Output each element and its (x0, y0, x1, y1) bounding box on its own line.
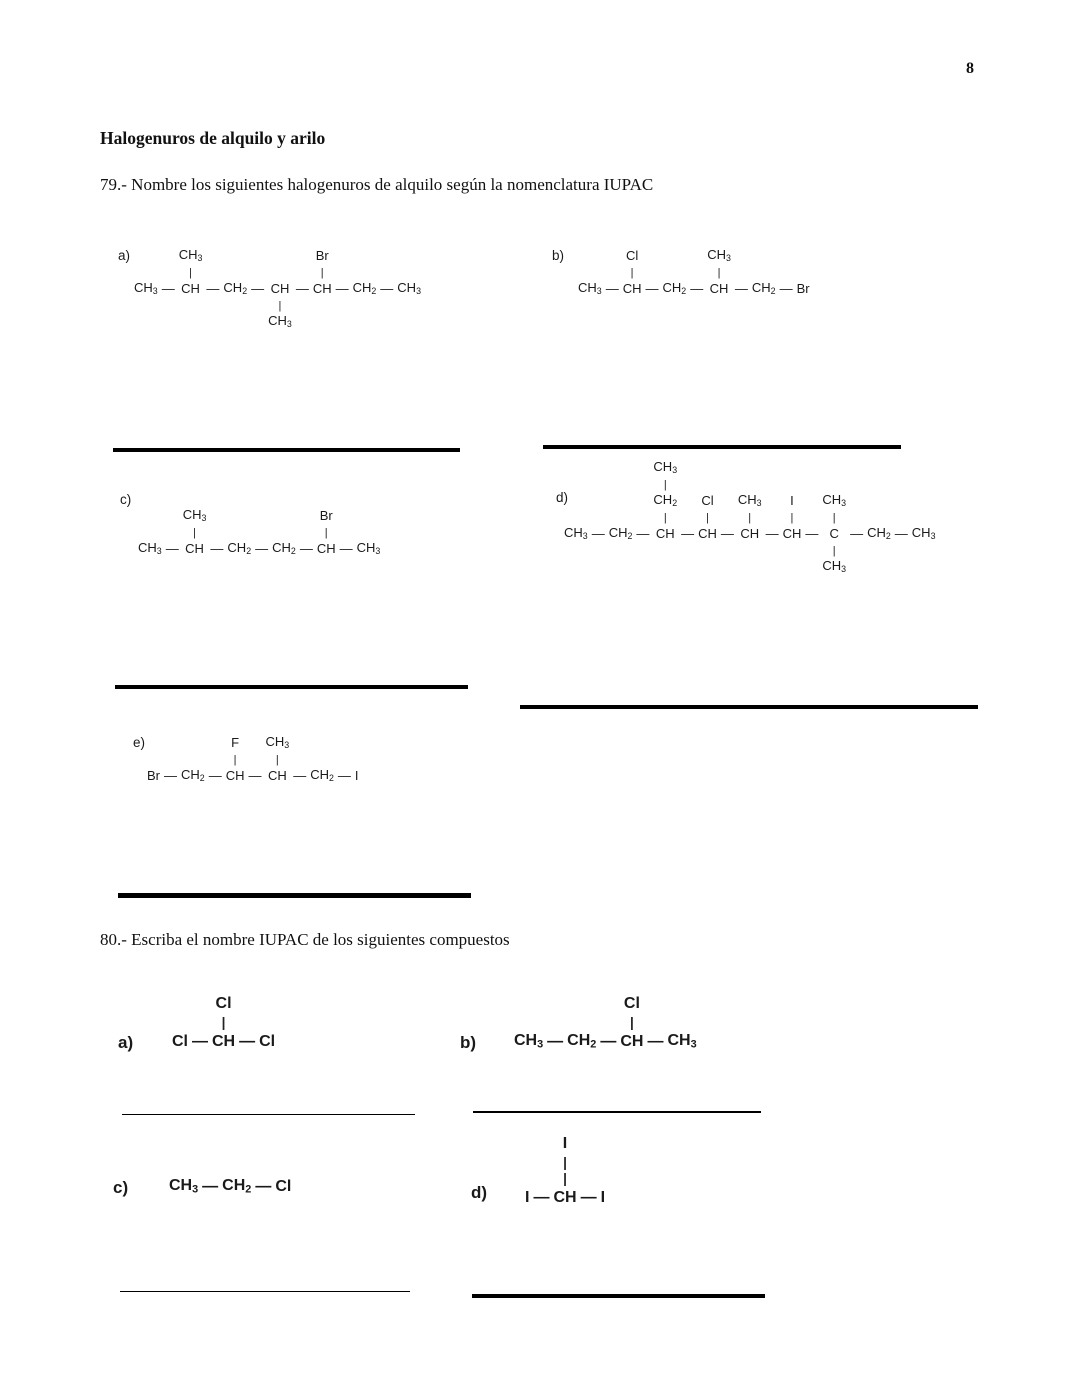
horizontal-bond: — (850, 526, 864, 542)
horizontal-bond: — (600, 1033, 617, 1050)
vertical-bond: | (630, 267, 634, 279)
answer-line-79e (118, 893, 471, 898)
structure-79c (120, 490, 382, 558)
chain-atom: CH (181, 281, 200, 297)
chain-atom: Cl (275, 1178, 292, 1195)
chain-atom: $CH_2$ (352, 280, 377, 297)
horizontal-bond: — (533, 1189, 550, 1206)
chain-atom: $CH_2$ (867, 525, 891, 542)
structure-label: c) (113, 1178, 129, 1197)
answer-line-80b (473, 1111, 761, 1113)
vertical-bond: | (832, 545, 836, 558)
vertical-bond: | (832, 512, 836, 525)
horizontal-bond: — (580, 1189, 597, 1206)
structure-diagram (167, 1176, 293, 1198)
structure-label: d) (556, 490, 569, 505)
horizontal-bond: — (164, 768, 177, 784)
chain-atom: I (354, 768, 359, 784)
chain-atom: CH (267, 768, 287, 784)
structure-79b (552, 246, 812, 298)
chain-atom: $CH_2$ (567, 1032, 597, 1051)
horizontal-bond: — (645, 281, 659, 297)
vertical-bond: | (663, 512, 667, 525)
horizontal-bond: — (295, 281, 309, 297)
structure-diagram: $CH_3$ Br | | $CH_3$ — CH — $CH_2$ — CH — CH — $CH_2$ — $CH_3$ | $CH_3$ (134, 246, 421, 330)
horizontal-bond: — (805, 526, 819, 542)
vertical-bond: | (278, 300, 282, 313)
horizontal-bond: — (239, 1033, 256, 1050)
answer-line-80c (120, 1291, 410, 1292)
vertical-bond: | (563, 1155, 567, 1170)
horizontal-bond: — (208, 768, 222, 784)
chain-atom: $CH_2$ (608, 525, 633, 542)
chain-atom: CH (312, 281, 332, 297)
chain-atom: $CH_2$ (272, 540, 296, 557)
structure-label: d) (471, 1183, 488, 1202)
chain-atom: CH (316, 541, 336, 557)
horizontal-bond: — (251, 281, 265, 297)
chain-atom: CH (553, 1189, 577, 1206)
structure-label: e) (133, 735, 146, 750)
vertical-bond: | (563, 1171, 567, 1186)
structure-80b (460, 993, 699, 1053)
chain-atom: I (525, 1189, 530, 1206)
answer-line-80a (122, 1114, 415, 1115)
structure-label: b) (460, 1033, 477, 1052)
horizontal-bond: — (337, 768, 351, 784)
vertical-bond: | (221, 1015, 226, 1030)
vertical-bond: | (275, 754, 279, 766)
horizontal-bond: — (202, 1178, 219, 1195)
structure-diagram: $CH_3$ | $CH_2$ Cl $CH_3$ I $CH_3$ | | | | | $CH_3$ — $CH_2$ — CH — CH — CH — CH — C — $CH_2$ — $CH_3$ | $CH_3$ (564, 458, 936, 575)
chain-atom: CH (655, 526, 675, 542)
horizontal-bond: — (339, 541, 353, 557)
chain-atom: $CH_2$ (223, 280, 248, 297)
horizontal-bond: — (591, 526, 605, 542)
vertical-bond: | (193, 527, 196, 539)
horizontal-bond: — (636, 526, 650, 542)
horizontal-bond: — (547, 1033, 564, 1050)
vertical-bond: | (706, 512, 709, 525)
chain-atom: $CH_2$ (181, 767, 205, 784)
chain-atom: $CH_2$ (662, 280, 687, 297)
chain-atom: $CH_2$ (222, 1177, 252, 1196)
chain-atom: $CH_3$ (564, 525, 588, 542)
structure-label: a) (118, 1033, 134, 1052)
structure-80a (118, 993, 277, 1053)
chain-atom: CH (698, 526, 717, 542)
vertical-bond: | (320, 267, 324, 279)
horizontal-bond: — (293, 768, 307, 784)
horizontal-bond: — (765, 526, 779, 542)
chain-atom: CH (185, 541, 204, 557)
horizontal-bond: — (255, 1178, 272, 1195)
chain-atom: CH (620, 1033, 644, 1050)
vertical-bond: | (189, 267, 192, 279)
horizontal-bond: — (299, 541, 313, 557)
structure-80d (471, 1133, 607, 1209)
structure-diagram: $CH_3$ Br | | $CH_3$ — CH — $CH_2$ — $CH_2$ — CH — $CH_3$ (138, 506, 381, 557)
page-number: 8 (966, 60, 974, 77)
question-79-prompt: 79.- Nombre los siguientes halogenuros de alquilo según la nomenclatura IUPAC (100, 175, 654, 194)
horizontal-bond: — (720, 526, 734, 542)
chain-atom: CH (740, 526, 760, 542)
answer-line-79c (115, 685, 468, 689)
structure-diagram: Cl | $CH_3$ — $CH_2$ — CH — $CH_3$ (514, 995, 697, 1051)
vertical-bond: | (663, 479, 667, 491)
horizontal-bond: — (681, 526, 695, 542)
structure-80c (113, 1176, 293, 1198)
horizontal-bond: — (779, 281, 793, 297)
answer-line-79b (543, 445, 901, 449)
chain-atom: Br (147, 768, 160, 784)
structure-label: c) (120, 492, 132, 507)
horizontal-bond: — (206, 281, 220, 297)
section-heading: Halogenuros de alquilo y arilo (100, 128, 326, 148)
chain-atom: $CH_3$ (169, 1177, 199, 1196)
vertical-bond: | (629, 1015, 634, 1030)
structure-label: a) (118, 248, 131, 263)
horizontal-bond: — (734, 281, 748, 297)
chain-atom: Br (796, 281, 810, 297)
chain-atom: Cl (172, 1033, 188, 1050)
structure-diagram: Cl $CH_3$ | | $CH_3$ — CH — $CH_2$ — CH — $CH_2$ — Br (578, 246, 810, 297)
structure-diagram: Cl | Cl — CH — Cl (172, 995, 276, 1050)
horizontal-bond: — (255, 541, 269, 557)
structure-79a (118, 246, 423, 331)
horizontal-bond: — (161, 281, 175, 297)
horizontal-bond: — (192, 1033, 208, 1050)
chain-atom: $CH_3$ (578, 280, 602, 297)
horizontal-bond: — (248, 768, 262, 784)
structure-diagram: F $CH_3$ | | Br — $CH_2$ — CH — CH — $CH_2$ — I (147, 733, 359, 784)
chain-atom: C (829, 526, 839, 542)
chain-atom: CH (212, 1033, 236, 1050)
horizontal-bond: — (894, 526, 908, 542)
horizontal-bond: — (380, 281, 394, 297)
vertical-bond: | (324, 527, 328, 539)
chain-atom: CH (270, 281, 290, 297)
horizontal-bond: — (335, 281, 349, 297)
structure-label: b) (552, 248, 565, 263)
horizontal-bond: — (210, 541, 224, 557)
chain-atom: $CH_3$ (667, 1032, 697, 1051)
chain-atom: $CH_2$ (227, 540, 252, 557)
vertical-bond: | (790, 512, 794, 525)
horizontal-bond: — (690, 281, 704, 297)
chain-atom: $CH_2$ (310, 767, 334, 784)
vertical-bond: | (233, 754, 237, 766)
horizontal-bond: — (647, 1033, 664, 1050)
vertical-bond: | (717, 267, 721, 279)
chain-atom: CH (225, 768, 245, 784)
structure-79d (556, 458, 937, 576)
chain-atom: $CH_3$ (514, 1032, 544, 1051)
horizontal-bond: — (165, 541, 179, 557)
vertical-bond: | (748, 512, 752, 525)
answer-line-80d (472, 1294, 765, 1298)
structure-79e (133, 733, 361, 785)
structure-diagram: I | | I — CH — I (525, 1135, 606, 1206)
chain-atom: $CH_3$ (134, 280, 158, 297)
answer-line-79d (520, 705, 978, 709)
chain-atom: $CH_3$ (356, 540, 381, 557)
chain-atom: CH (709, 281, 729, 297)
chain-atom: $CH_3$ (138, 540, 162, 557)
chain-atom: $CH_3$ (397, 280, 421, 297)
chain-atom: CH (622, 281, 642, 297)
answer-line-79a (113, 448, 460, 452)
chain-atom: Cl (259, 1033, 276, 1050)
chain-atom: $CH_3$ (911, 525, 936, 542)
chain-atom: I (600, 1189, 606, 1206)
chain-atom: $CH_2$ (751, 280, 776, 297)
chain-atom: CH (782, 526, 802, 542)
question-80-prompt: 80.- Escriba el nombre IUPAC de los siguientes compuestos (100, 930, 510, 949)
horizontal-bond: — (605, 281, 619, 297)
